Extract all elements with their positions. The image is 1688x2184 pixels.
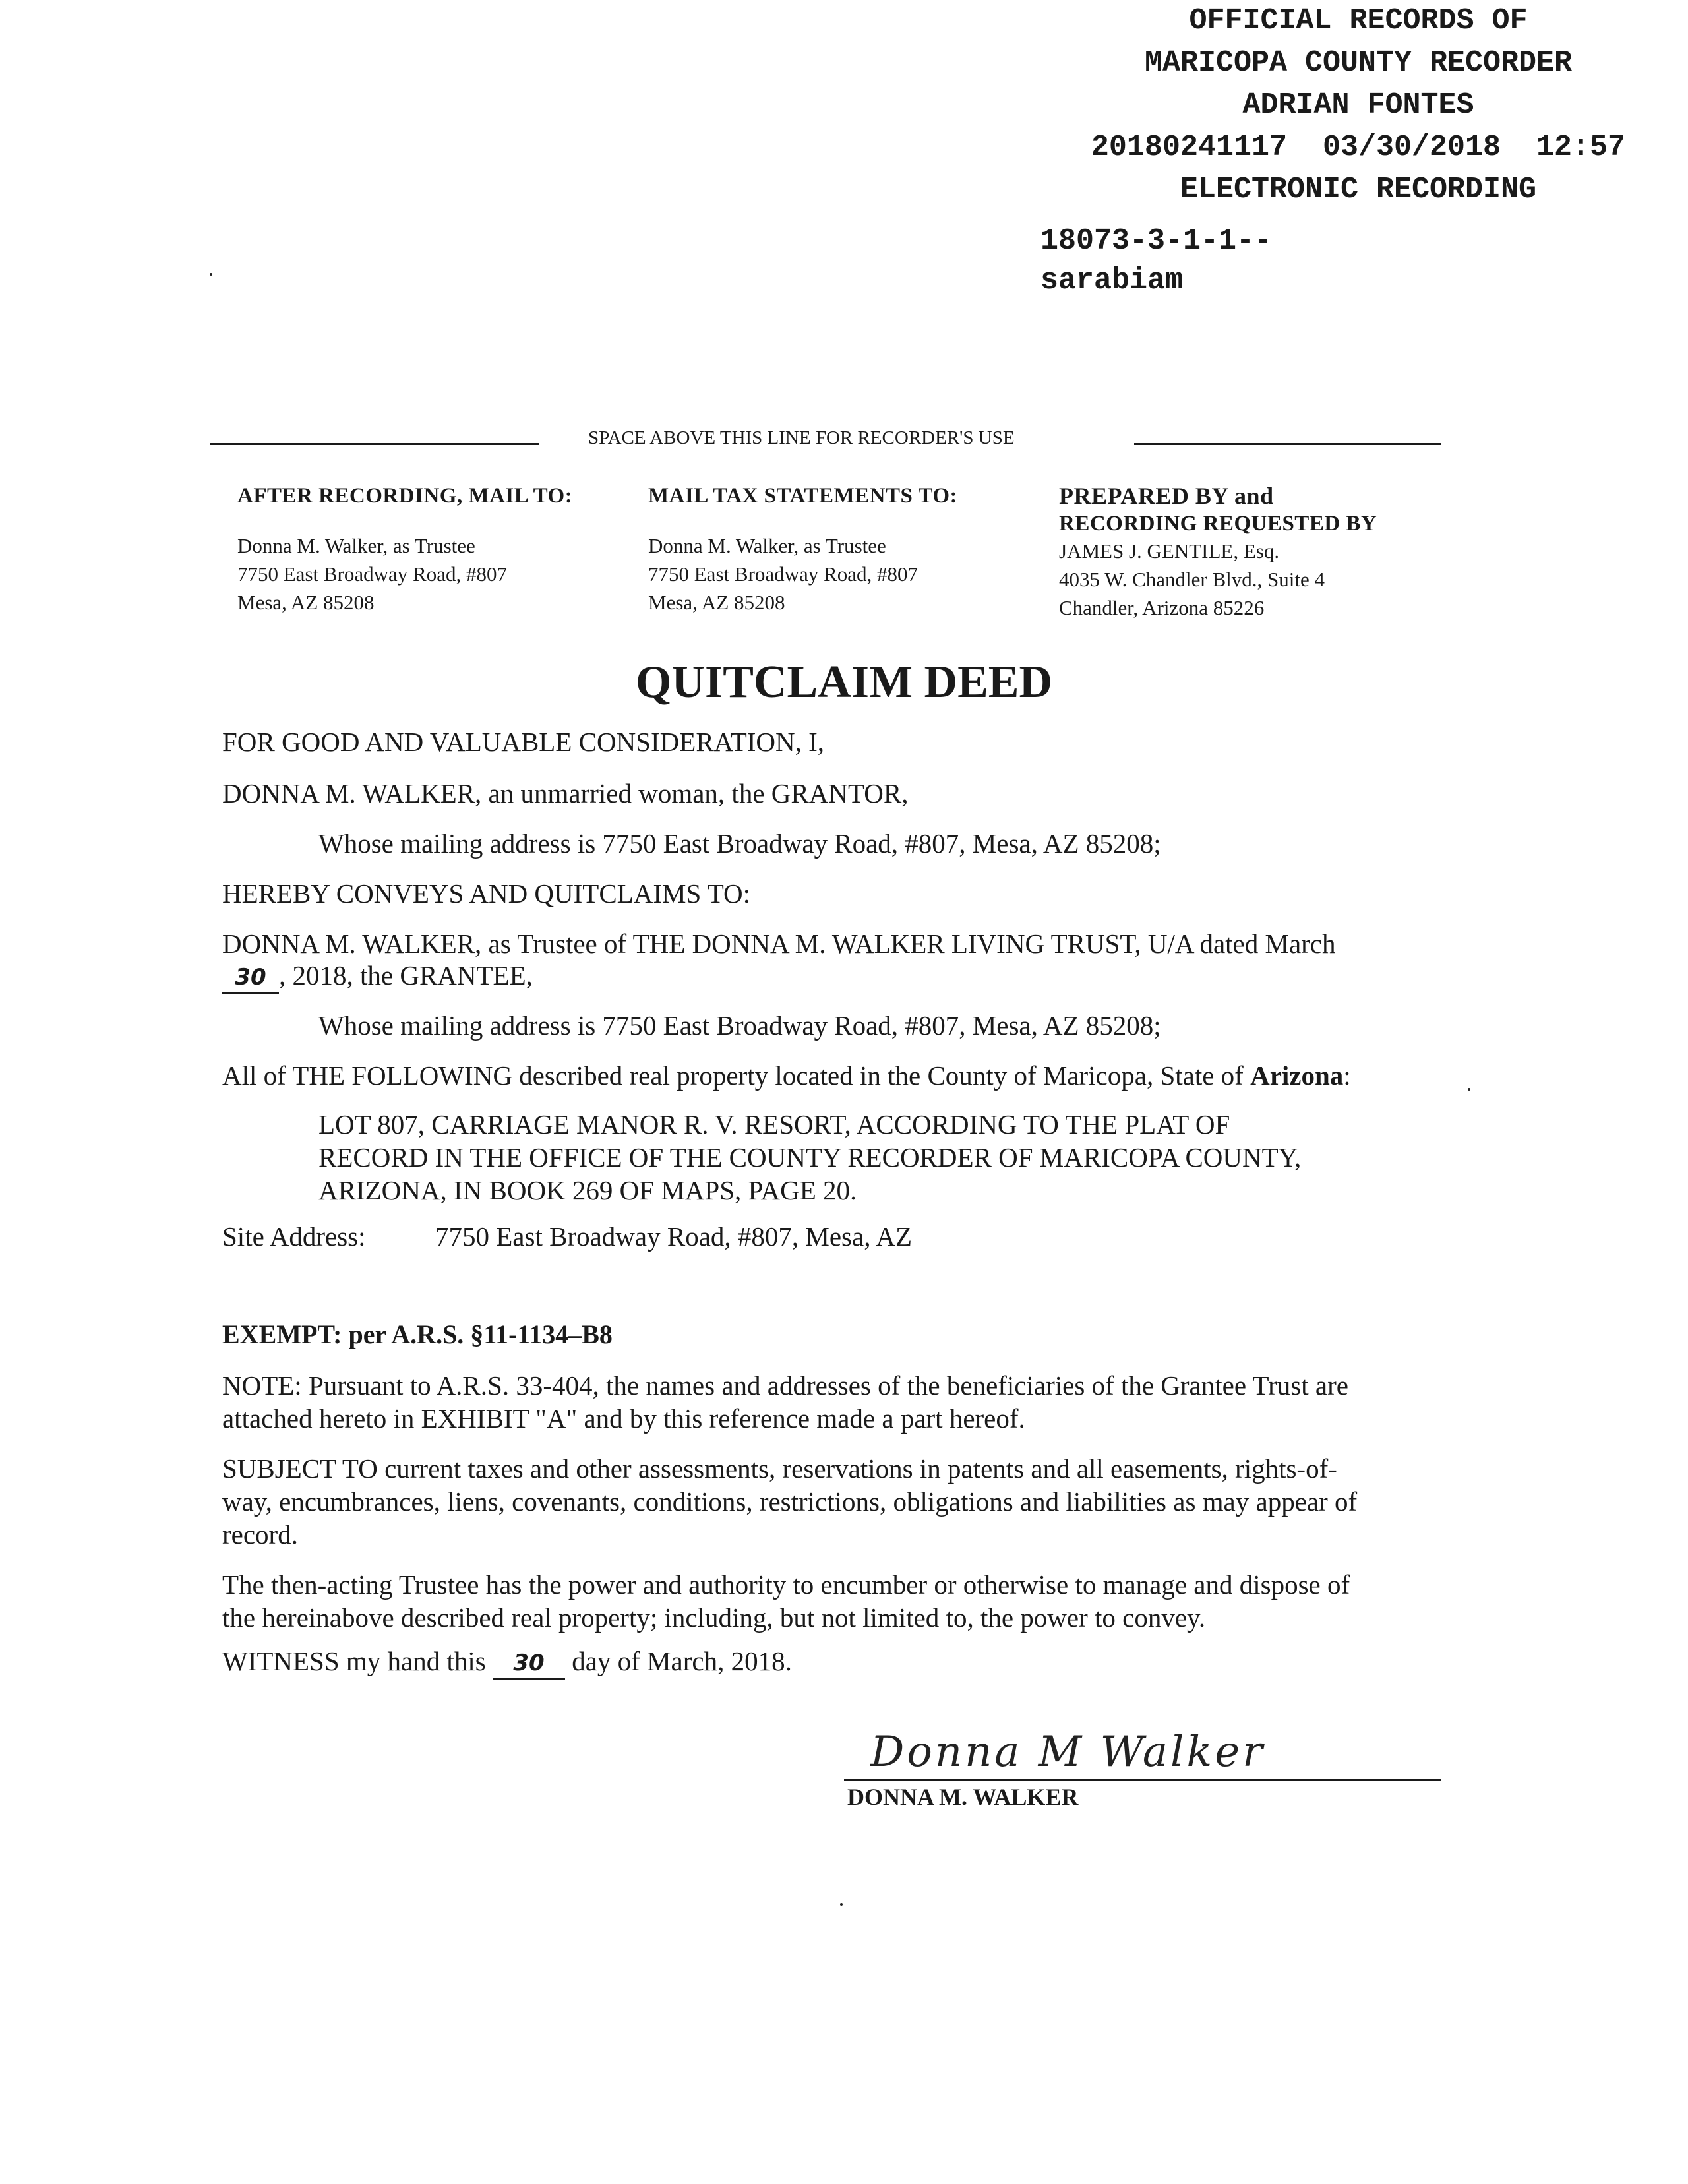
grantor-address: Whose mailing address is 7750 East Broadway Road, #807, Mesa, AZ 85208;: [318, 828, 1161, 859]
site-address-value: 7750 East Broadway Road, #807, Mesa, AZ: [435, 1221, 913, 1252]
witness-clause: [222, 1645, 792, 1680]
mail-to-heading: AFTER RECORDING, MAIL TO:: [237, 484, 573, 508]
recorder-space-label: SPACE ABOVE THIS LINE FOR RECORDER'S USE: [588, 427, 1015, 448]
signer-printed-name: DONNA M. WALKER: [847, 1784, 1079, 1810]
stamp-line-4: 20180241117 03/30/2018 12:57: [1091, 131, 1626, 164]
prepared-by-line-1: JAMES J. GENTILE, Esq.: [1059, 539, 1280, 562]
prepared-by-line-2: 4035 W. Chandler Blvd., Suite 4: [1059, 568, 1325, 591]
note-line-1: NOTE: Pursuant to A.R.S. 33-404, the names and addresses of the beneficiaries of the Grantee Trust are: [222, 1370, 1348, 1401]
grantee-clause-line-2: [222, 959, 533, 994]
tax-statements-line-1: Donna M. Walker, as Trustee: [648, 534, 886, 557]
legal-description-line-3: ARIZONA, IN BOOK 269 OF MAPS, PAGE 20.: [318, 1175, 857, 1205]
exemption-statement: EXEMPT: per A.R.S. §11-1134–B8: [222, 1320, 613, 1349]
mail-to-line-1: Donna M. Walker, as Trustee: [237, 534, 475, 557]
legal-description-line-2: RECORD IN THE OFFICE OF THE COUNTY RECORDER OF MARICOPA COUNTY,: [318, 1142, 1302, 1172]
witness-day-handwritten: 30: [493, 1649, 565, 1680]
tax-statements-line-2: 7750 East Broadway Road, #807: [648, 562, 918, 586]
note-line-2: attached hereto in EXHIBIT "A" and by this reference made a part hereof.: [222, 1403, 1025, 1434]
recorder-line-right: [1134, 443, 1441, 445]
stamp-document-code: 18073-3-1-1--: [1040, 224, 1273, 258]
stamp-line-3: ADRIAN FONTES: [1242, 88, 1474, 122]
grantee-address: Whose mailing address is 7750 East Broadway Road, #807, Mesa, AZ 85208;: [318, 1010, 1161, 1041]
consideration-clause: FOR GOOD AND VALUABLE CONSIDERATION, I,: [222, 727, 825, 757]
mail-to-line-3: Mesa, AZ 85208: [237, 591, 375, 614]
tax-statements-line-3: Mesa, AZ 85208: [648, 591, 785, 614]
prepared-by-block: [1059, 481, 1377, 622]
property-colon: :: [1343, 1060, 1351, 1091]
tax-statements-block: [648, 481, 957, 617]
recorder-stamp: [1029, 0, 1688, 211]
tax-statements-heading: MAIL TAX STATEMENTS TO:: [648, 484, 958, 508]
recorder-line-left: [210, 443, 539, 445]
witness-clause-pre: WITNESS my hand this: [222, 1646, 486, 1676]
property-intro: [222, 1059, 1351, 1092]
grantee-clause-line-1: DONNA M. WALKER, as Trustee of THE DONNA M. WALKER LIVING TRUST, U/A dated March: [222, 928, 1336, 959]
handwritten-signature: Donna M Walker: [870, 1728, 1265, 1776]
document-title: QUITCLAIM DEED: [635, 657, 1053, 708]
recording-requested-heading: RECORDING REQUESTED BY: [1059, 512, 1377, 535]
grantee-clause-line-2-text: , 2018, the GRANTEE,: [279, 960, 533, 990]
subject-to-line-2: way, encumbrances, liens, covenants, conditions, restrictions, obligations and liabilities as may appear of: [222, 1486, 1358, 1517]
signature-line: [844, 1779, 1441, 1781]
mail-to-block: [237, 481, 572, 617]
stamp-line-1: OFFICIAL RECORDS OF: [1189, 4, 1528, 38]
witness-clause-post: day of March, 2018.: [572, 1646, 792, 1676]
stamp-user-id: sarabiam: [1040, 264, 1184, 297]
prepared-by-heading: PREPARED BY and: [1059, 483, 1274, 509]
trustee-power-line-1: The then-acting Trustee has the power and authority to encumber or otherwise to manage and dispose of: [222, 1569, 1350, 1600]
subject-to-line-3: record.: [222, 1519, 298, 1550]
conveys-clause: HEREBY CONVEYS AND QUITCLAIMS TO:: [222, 878, 751, 909]
mail-to-line-2: 7750 East Broadway Road, #807: [237, 562, 507, 586]
trustee-power-line-2: the hereinabove described real property; including, but not limited to, the power to convey.: [222, 1602, 1206, 1633]
scan-speck-1: [1468, 1088, 1470, 1091]
legal-description-line-1: LOT 807, CARRIAGE MANOR R. V. RESORT, ACCORDING TO THE PLAT OF: [318, 1109, 1230, 1139]
property-state: Arizona: [1250, 1060, 1344, 1091]
stamp-line-5: ELECTRONIC RECORDING: [1180, 173, 1537, 206]
legal-description: [318, 1108, 1301, 1207]
site-address-label: Site Address:: [222, 1221, 366, 1252]
grantor-clause: DONNA M. WALKER, an unmarried woman, the GRANTOR,: [222, 778, 909, 808]
prepared-by-line-3: Chandler, Arizona 85226: [1059, 596, 1265, 619]
trust-date-day-handwritten: 30: [222, 963, 279, 994]
scan-speck-2: [840, 1903, 843, 1906]
stamp-line-2: MARICOPA COUNTY RECORDER: [1144, 46, 1573, 80]
property-intro-text: All of THE FOLLOWING described real property located in the County of Maricopa, State of: [222, 1060, 1244, 1091]
subject-to-line-1: SUBJECT TO current taxes and other assessments, reservations in patents and all easements, rights-of-: [222, 1453, 1337, 1484]
scan-speck-3: [210, 273, 212, 276]
